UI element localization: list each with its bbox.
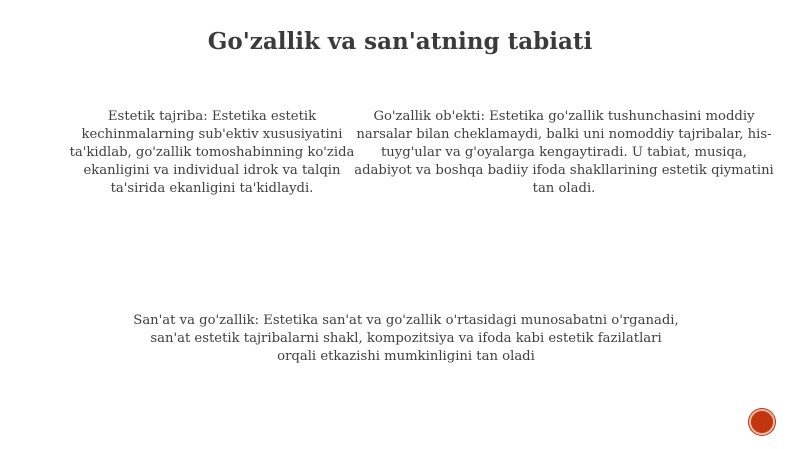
text-block-object-of-beauty: Go'zallik ob'ekti: Estetika go'zallik tushunchasini moddiy narsalar bilan cheklamaydi, balki uni nomoddiy tajribalar, his-tuyg'ular va g'oyalarga kengaytiradi. U tabiat, musiqa, adabiyot va boshqa badiiy ifoda shakllarining estetik qiymatini tan oladi. — [354, 109, 774, 196]
circle-button-icon[interactable] — [749, 409, 775, 435]
text-block-aesthetic-experience: Estetik tajriba: Estetika estetik kechinmalarning sub'ektiv xususiyatini ta'kidlab, go'zallik tomoshabinning ko'zida ekanligini va individual idrok va talqin ta'sirida ekanligini ta'kidlaydi. — [69, 109, 355, 196]
text-block-art-and-beauty: San'at va go'zallik: Estetika san'at va go'zallik o'rtasidagi munosabatni o'rganadi, san'at estetik tajribalarni shakl, kompozitsiya va ifoda kabi estetik fazilatlari orqali etkazishi mumkinligini tan oladi — [133, 313, 679, 364]
slide-title: Go'zallik va san'atning tabiati — [207, 28, 593, 55]
